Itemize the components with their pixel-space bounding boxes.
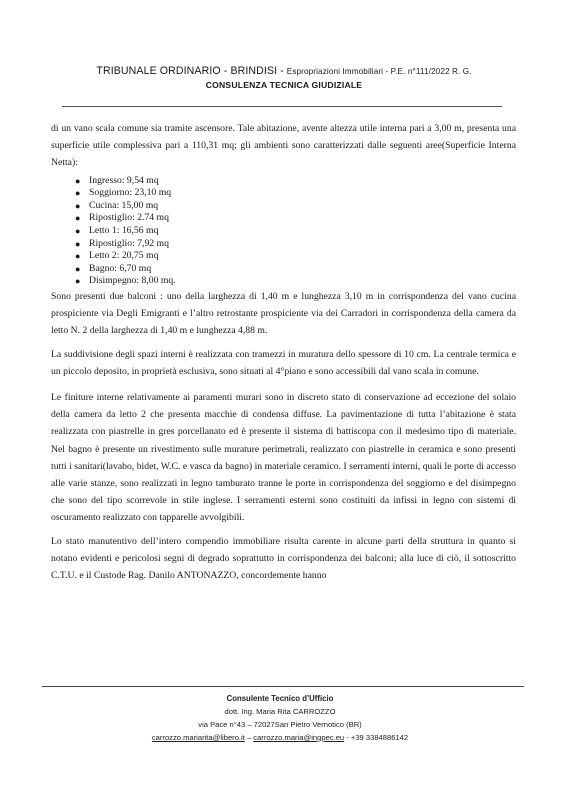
bullet-icon: ●: [75, 251, 81, 262]
paragraph-interior-partitions: La suddivisione degli spazi interni è realizzata con tramezzi in muratura dello spessore di 10 cm. La centrale termica e un piccolo deposito, in proprietà esclusiva, sono situati al 4°piano e sono accessibili dal vano scala in comune.: [51, 348, 516, 377]
room-area-text: Letto 1: 16,56 mq: [89, 224, 159, 236]
footer-phone: - +39 3384886142: [344, 733, 409, 742]
list-item: [75, 199, 516, 213]
paragraph-maintenance-state: Lo stato manutentivo dell’intero compendio immobiliare risulta carente in alcune parti della struttura in quanto si notano evidenti e pericolosi segni di degrado soprattutto in corrispondenza dei balconi; alla luce di ciò, il sottoscritto C.T.U. e il Custode Rag. Danilo ANTONAZZO, concordemente hanno: [51, 535, 516, 581]
list-item: [75, 212, 516, 225]
room-area-text: Ingresso: 9,54 mq: [89, 174, 159, 186]
room-area-text: Cucina: 15,00 mq: [89, 199, 159, 211]
room-area-text: Disimpegno: 8,00 mq.: [89, 275, 176, 287]
document-body: [51, 120, 516, 584]
room-area-text: Letto 2: 20,75 mq: [89, 250, 159, 262]
footer-address: via Pace n°43 – 72027San Pietro Vernotico (BR): [198, 720, 362, 729]
list-item: [75, 224, 516, 238]
bullet-icon: ●: [75, 175, 81, 186]
bullet-icon: ●: [75, 188, 81, 199]
room-area-text: Ripostiglio: 2.74 mq: [89, 212, 169, 224]
bullet-icon: ●: [75, 225, 81, 236]
list-item: [75, 174, 516, 188]
list-item: [75, 250, 516, 263]
paragraph-balconies: Sono presenti due balconi : uno della larghezza di 1,40 m e lunghezza 3,10 m in corrispondenza del vano cucina prospiciente via Degli Emigranti e l’altro retrostante prospiciente via dei Carradori in corrispondenza della camera da letto N. 2 della larghezza di 1,40 m e lunghezza 4,88 m.: [51, 290, 516, 337]
footer-title: Consulente Tecnico d’Ufficio: [226, 694, 334, 703]
header-subtitle: CONSULENZA TECNICA GIUDIZIALE: [205, 80, 363, 90]
procedure-reference: Espropriazioni Immobiliari - P.E. n°111/2022 R. G.: [286, 67, 472, 76]
court-name: TRIBUNALE ORDINARIO - BRINDISI -: [96, 65, 284, 77]
room-area-list: [51, 175, 516, 288]
bullet-icon: ●: [75, 263, 81, 274]
bullet-icon: ●: [75, 238, 81, 249]
bullet-icon: ●: [75, 276, 81, 287]
bullet-icon: ●: [75, 200, 81, 211]
list-item: [75, 237, 516, 251]
paragraph-interior-finishes: Le finiture interne relativamente ai paramenti murari sono in discreto stato di conservazione ad eccezione del solaio della camera da letto 2 che presenta macchie di condensa diffuse. La pavimentazione di tutta l’abitazione è stata realizzata con piastrelle in gres porcellanato ed è presente il sistema di battiscopa con il medesimo tipo di materiale. Nel bagno è presente un rivestimento sulle murature perimetrali, realizzato con piastrelle in ceramica e sono presenti tutti i sanitari(lavabo, bidet, W.C. e vasca da bagno) in materiale ceramico. I serramenti interni, quali le porte di accesso alle varie stanze, sono realizzati in legno tamburato tranne le porte in corrispondenza del soggiorno e del disimpegno che sono del tipo scorrevole in stile inglese. I serramenti esterni sono costituiti da infissi in legno con sistemi di oscuramento realizzato con tapparelle avvolgibili.: [51, 391, 516, 524]
bullet-icon: ●: [75, 213, 81, 224]
footer-divider: [42, 686, 524, 687]
room-area-text: Ripostiglio: 7,92 mq: [89, 237, 169, 249]
page-footer: [110, 692, 450, 744]
list-item: [75, 275, 516, 288]
page-header: [40, 65, 528, 90]
room-area-text: Bagno: 6,70 mq: [89, 262, 152, 274]
footer-consultant-name: dott. Ing. Maria Rita CARROZZO: [224, 707, 336, 716]
list-item: [75, 262, 516, 276]
email-link-personal[interactable]: carrozzo.mariarita@libero.it: [151, 733, 245, 742]
contact-separator: –: [244, 733, 254, 742]
footer-contacts: [110, 731, 450, 744]
paragraph-dwelling-description: di un vano scala comune sia tramite ascensore. Tale abitazione, avente altezza utile interna pari a 3,00 m, presenta una superficie utile complessiva pari a 110,31 mq; gli ambienti sono caratterizzati dalle seguenti aree(Superficie Interna Netta):: [51, 123, 516, 169]
room-area-text: Soggiorno: 23,10 mq: [89, 187, 172, 199]
header-divider: [62, 106, 502, 107]
list-item: [75, 187, 516, 200]
header-title-line: [40, 65, 528, 77]
email-link-pec[interactable]: carrozzo.maria@ingpec.eu: [253, 733, 345, 742]
